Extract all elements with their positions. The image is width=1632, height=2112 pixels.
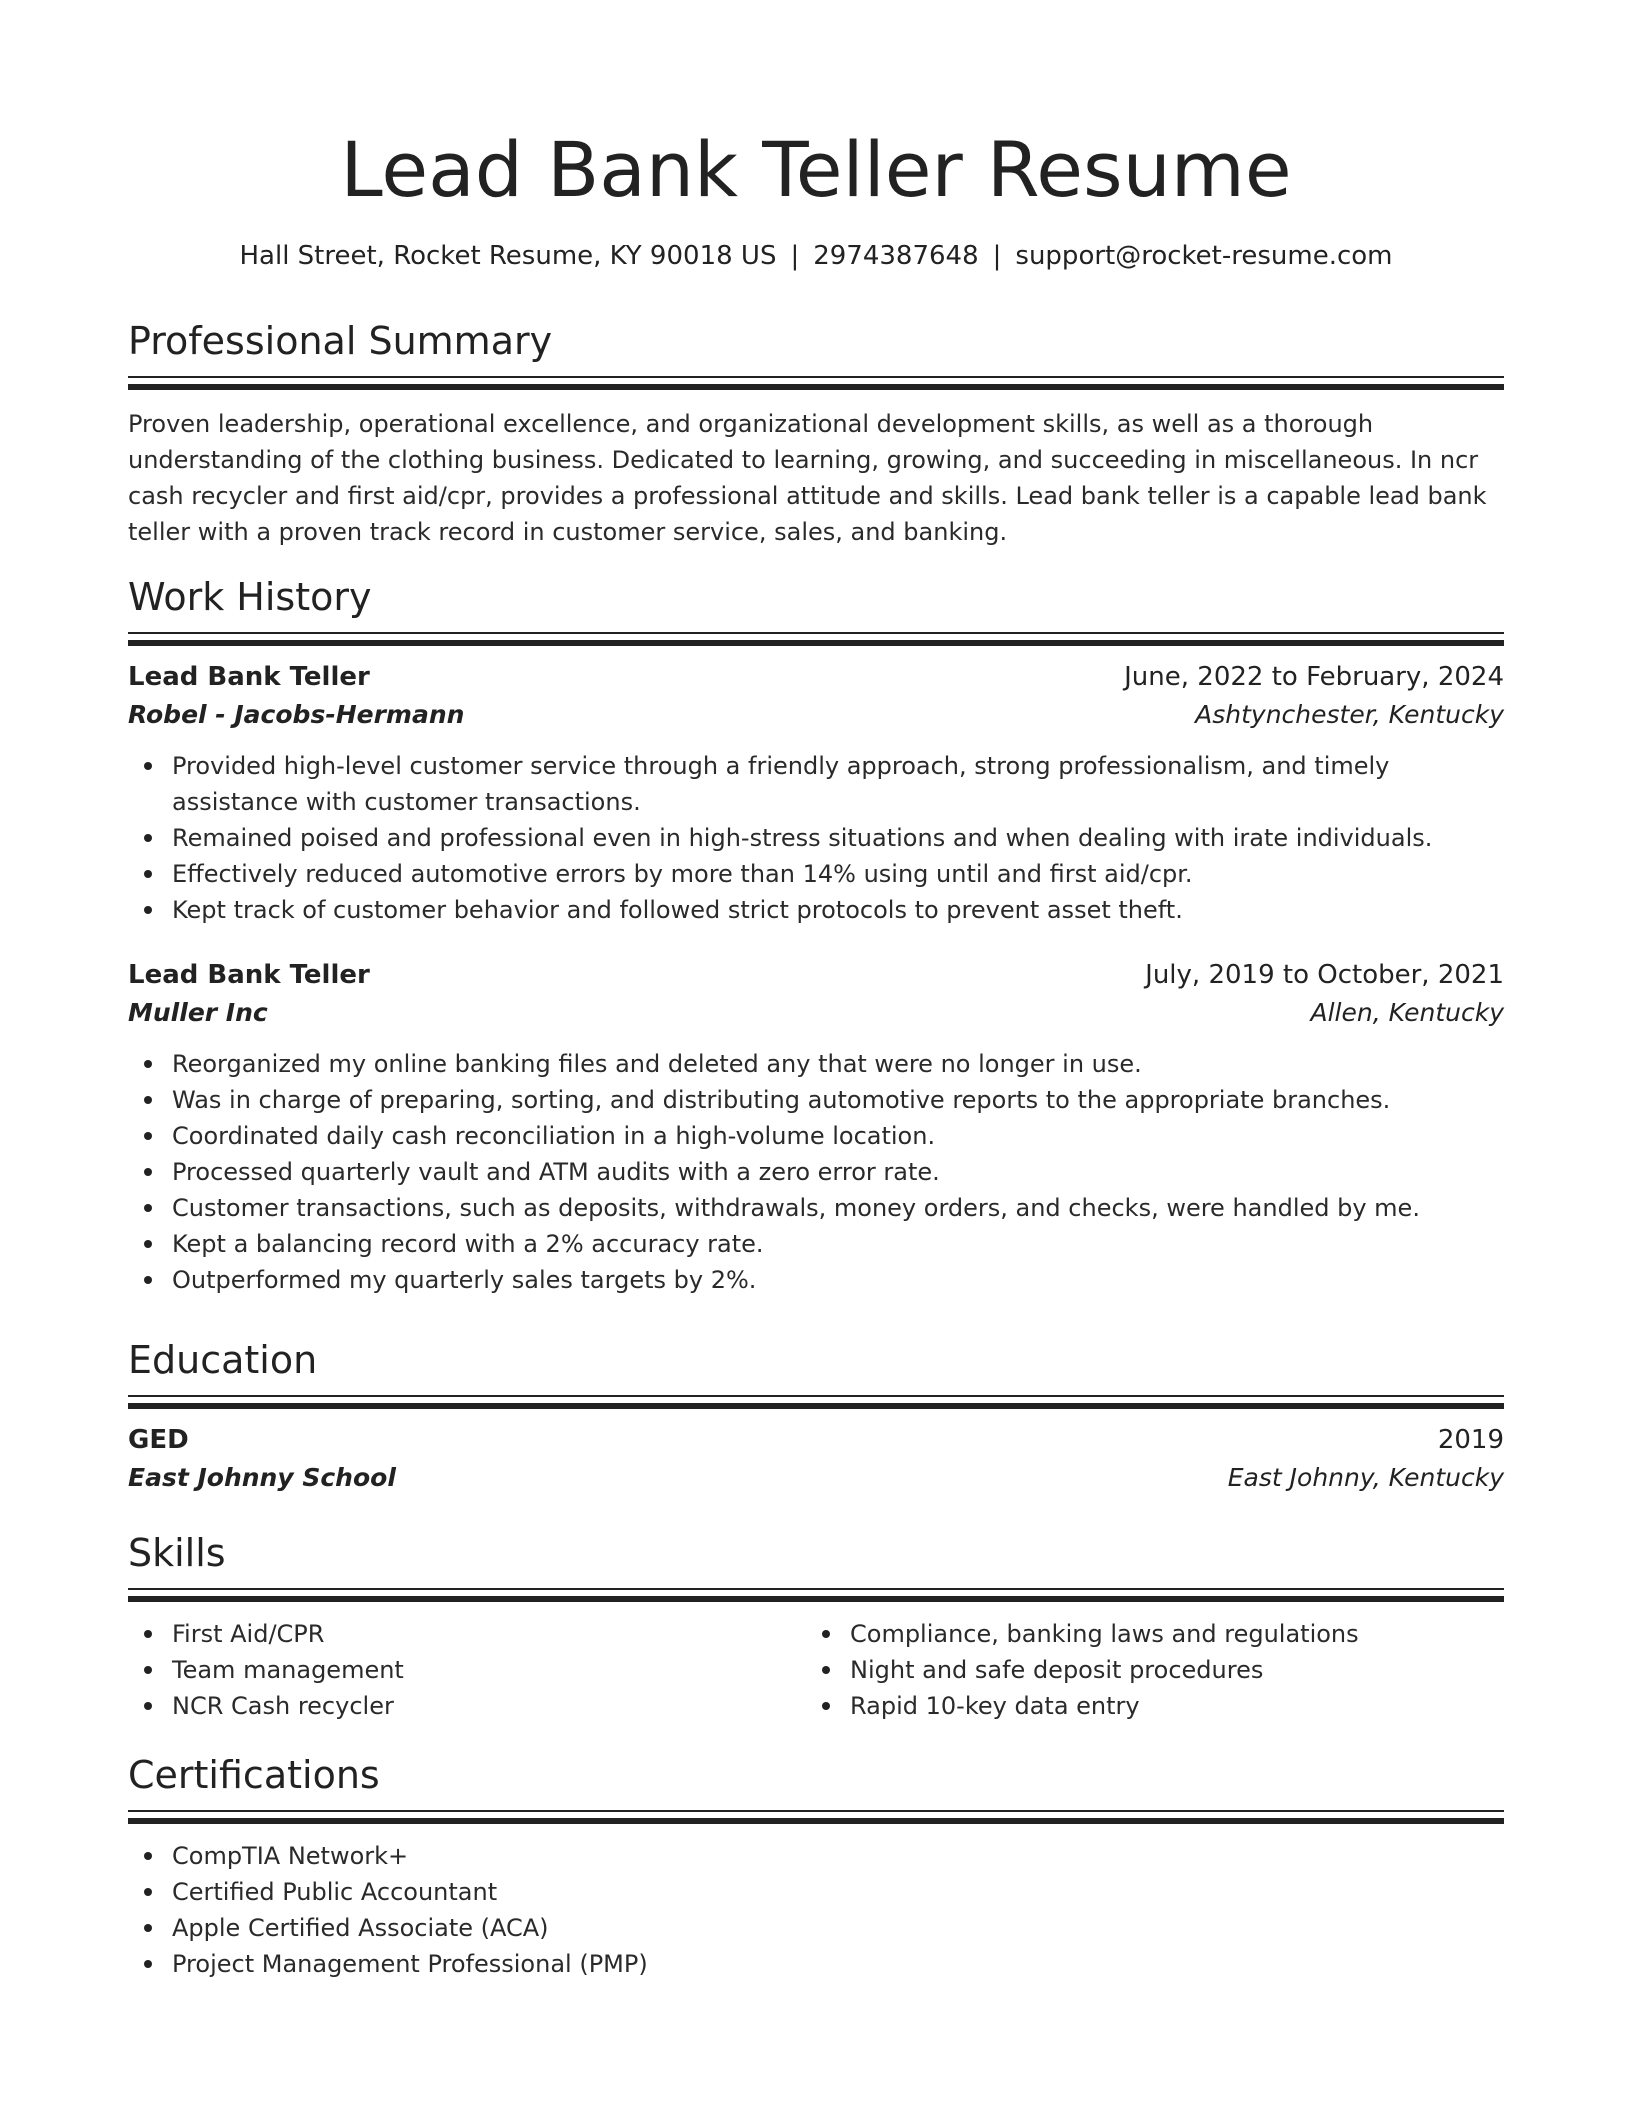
job-bullet: Outperformed my quarterly sales targets by 2%. bbox=[172, 1262, 1504, 1298]
section-rule bbox=[128, 376, 1504, 378]
skill-item: Night and safe deposit procedures bbox=[850, 1652, 1484, 1688]
job-company-row bbox=[128, 994, 1504, 1032]
job-company: Robel - Jacobs-Hermann bbox=[128, 700, 465, 729]
work-section bbox=[128, 572, 1504, 1298]
section-heading-work: Work History bbox=[128, 575, 372, 619]
education-header-row bbox=[128, 1421, 1504, 1459]
skills-columns bbox=[128, 1616, 1504, 1724]
certifications-section bbox=[128, 1750, 1504, 1982]
job-bullet: Reorganized my online banking files and deleted any that were no longer in use. bbox=[172, 1046, 1504, 1082]
section-rule bbox=[128, 1810, 1504, 1812]
skill-item: Team management bbox=[172, 1652, 806, 1688]
job-entry bbox=[128, 956, 1504, 1298]
education-degree: GED bbox=[128, 1425, 189, 1455]
education-location: East Johnny, Kentucky bbox=[1227, 1463, 1504, 1492]
section-heading-summary: Professional Summary bbox=[128, 319, 553, 363]
job-bullet: Provided high-level customer service through a friendly approach, strong professionalism, and timely assistance with customer transactions. bbox=[172, 748, 1504, 820]
job-location: Ashtynchester, Kentucky bbox=[1195, 700, 1504, 729]
section-rule-thick bbox=[128, 1403, 1504, 1409]
summary-section bbox=[128, 316, 1504, 550]
job-bullet: Effectively reduced automotive errors by more than 14% using until and first aid/cpr. bbox=[172, 856, 1504, 892]
certification-item: CompTIA Network+ bbox=[172, 1838, 1504, 1874]
job-bullet: Customer transactions, such as deposits, withdrawals, money orders, and checks, were handled by me. bbox=[172, 1190, 1504, 1226]
job-title: Lead Bank Teller bbox=[128, 960, 370, 990]
job-header-row bbox=[128, 956, 1504, 994]
job-title: Lead Bank Teller bbox=[128, 662, 370, 692]
job-bullet: Kept a balancing record with a 2% accuracy rate. bbox=[172, 1226, 1504, 1262]
section-rule bbox=[128, 1395, 1504, 1397]
section-rule bbox=[128, 632, 1504, 634]
job-bullets bbox=[128, 748, 1504, 928]
skills-section bbox=[128, 1528, 1504, 1724]
skill-item: NCR Cash recycler bbox=[172, 1688, 806, 1724]
section-rule-thick bbox=[128, 640, 1504, 646]
section-rule-thick bbox=[128, 384, 1504, 390]
contact-line bbox=[128, 238, 1504, 274]
education-school-row bbox=[128, 1459, 1504, 1497]
skill-item: First Aid/CPR bbox=[172, 1616, 806, 1652]
section-heading-education: Education bbox=[128, 1338, 318, 1382]
job-bullet: Remained poised and professional even in high-stress situations and when dealing with irate individuals. bbox=[172, 820, 1504, 856]
job-bullets bbox=[128, 1046, 1504, 1298]
job-dates: July, 2019 to October, 2021 bbox=[1145, 960, 1504, 990]
job-entry bbox=[128, 658, 1504, 928]
job-bullet: Was in charge of preparing, sorting, and distributing automotive reports to the appropriate branches. bbox=[172, 1082, 1504, 1118]
summary-text: Proven leadership, operational excellence, and organizational development skills, as well as a thorough understanding of the clothing business. Dedicated to learning, growing, and succeeding in miscellaneous. In ncr cash recycler and first aid/cpr, provides a professional attitude and skills. Lead bank teller is a capable lead bank teller with a proven track record in customer service, sales, and banking. bbox=[128, 410, 1487, 546]
certification-item: Apple Certified Associate (ACA) bbox=[172, 1910, 1504, 1946]
contact-separator: | bbox=[992, 241, 1002, 271]
section-rule-thick bbox=[128, 1818, 1504, 1824]
contact-email: support@rocket-resume.com bbox=[1015, 241, 1393, 271]
job-company-row bbox=[128, 696, 1504, 734]
job-dates: June, 2022 to February, 2024 bbox=[1124, 662, 1504, 692]
section-rule-thick bbox=[128, 1596, 1504, 1602]
contact-separator: | bbox=[790, 241, 800, 271]
section-rule bbox=[128, 1588, 1504, 1590]
skills-list-left bbox=[128, 1616, 806, 1724]
skill-item: Rapid 10-key data entry bbox=[850, 1688, 1484, 1724]
certification-item: Certified Public Accountant bbox=[172, 1874, 1504, 1910]
education-school: East Johnny School bbox=[128, 1463, 396, 1492]
education-entry bbox=[128, 1421, 1504, 1497]
resume-title: Lead Bank Teller Resume bbox=[340, 125, 1292, 214]
skills-list-right bbox=[806, 1616, 1484, 1724]
job-location: Allen, Kentucky bbox=[1310, 998, 1504, 1027]
job-header-row bbox=[128, 658, 1504, 696]
job-bullet: Kept track of customer behavior and followed strict protocols to prevent asset theft. bbox=[172, 892, 1504, 928]
job-bullet: Coordinated daily cash reconciliation in a high-volume location. bbox=[172, 1118, 1504, 1154]
education-section bbox=[128, 1335, 1504, 1497]
contact-address: Hall Street, Rocket Resume, KY 90018 US bbox=[239, 241, 777, 271]
education-year: 2019 bbox=[1437, 1425, 1504, 1455]
job-company: Muller Inc bbox=[128, 998, 268, 1027]
section-heading-skills: Skills bbox=[128, 1531, 226, 1575]
job-bullet: Processed quarterly vault and ATM audits with a zero error rate. bbox=[172, 1154, 1504, 1190]
section-heading-certifications: Certifications bbox=[128, 1753, 380, 1797]
certification-item: Project Management Professional (PMP) bbox=[172, 1946, 1504, 1982]
skill-item: Compliance, banking laws and regulations bbox=[850, 1616, 1484, 1652]
certifications-list bbox=[128, 1838, 1504, 1982]
contact-phone: 2974387648 bbox=[813, 241, 979, 271]
